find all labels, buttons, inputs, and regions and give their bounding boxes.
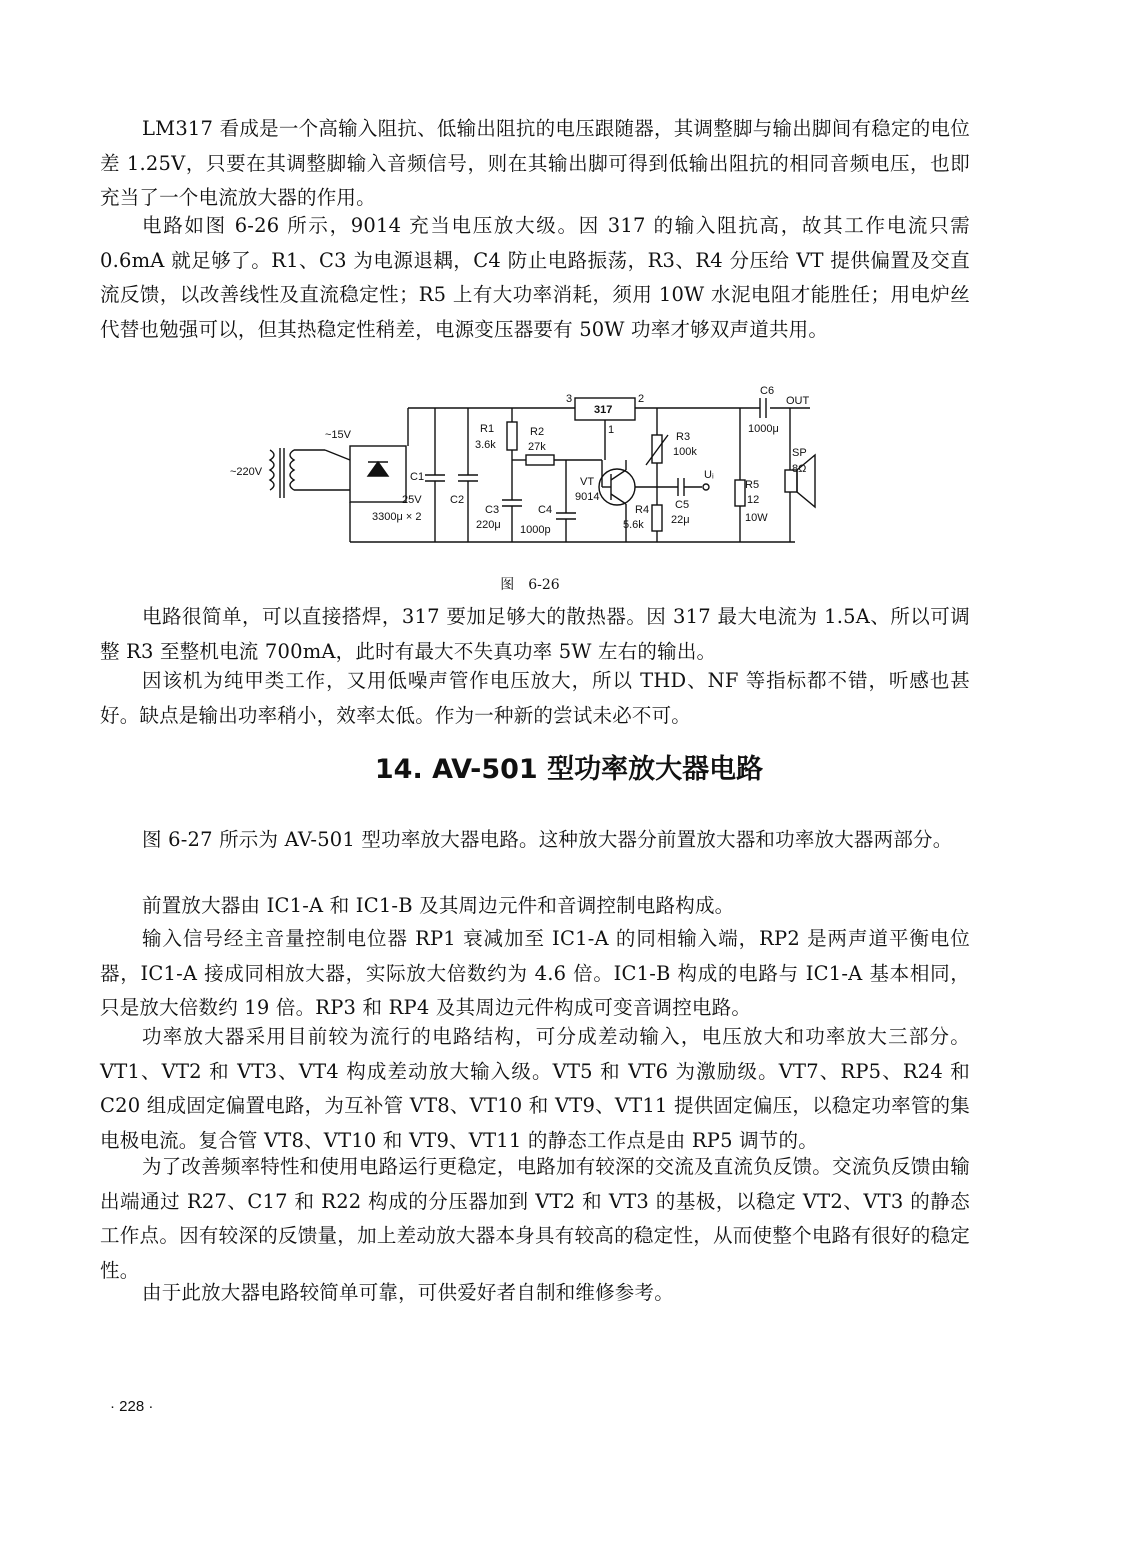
paragraph-input-signal: 输入信号经主音量控制电位器 RP1 衰减加至 IC1-A 的同相输入端，RP2 是两声道平衡电位器，IC1-A 接成同相放大器，实际放大倍数约为 4.6 倍。IC1-B 构成的电路与 IC1-A 基本相同，只是放大倍数约 19 倍。RP3 和 RP4 及其周边元件构成可变音调控电路。 — [100, 927, 970, 1019]
label-c3: C3 — [485, 504, 500, 516]
label-secondary: ~15V — [325, 429, 351, 441]
section-heading: 14. AV-501 型功率放大器电路 — [374, 754, 764, 785]
label-r3: R3 — [676, 431, 691, 443]
label-r2-value: 27k — [528, 441, 546, 453]
label-ac-in: ~220V — [230, 466, 263, 478]
label-c1-cap: 3300μ × 2 — [372, 511, 422, 523]
label-r5: R5 — [745, 479, 760, 491]
label-c1-volt: 25V — [402, 494, 422, 506]
paragraph-conclusion: 由于此放大器电路较简单可靠，可供爱好者自制和维修参考。 — [142, 1281, 674, 1304]
label-c6: C6 — [760, 385, 775, 397]
label-r1: R1 — [480, 423, 495, 435]
paragraph-av501-intro: 图 6-27 所示为 AV-501 型功率放大器电路。这种放大器分前置放大器和功率放大器两部分。 — [142, 828, 953, 851]
label-r4-value: 5.6k — [623, 519, 644, 531]
page-number: · 228 · — [110, 1398, 154, 1415]
paragraph-assembly: 电路很简单，可以直接搭焊，317 要加足够大的散热器。因 317 最大电流为 1.5A、所以可调整 R3 至整机电流 700mA，此时有最大不失真功率 5W 左右的输出。 — [100, 605, 970, 663]
label-c4-value: 1000p — [520, 524, 551, 536]
paragraph-feedback: 为了改善频率特性和使用电路运行更稳定，电路加有较深的交流及直流负反馈。交流负反馈由输出端通过 R27、C17 和 R22 构成的分压器加到 VT2 和 VT3 的基极，以稳定 VT2、VT3 的静态工作点。因有较深的反馈量，加上差动放大器本身具有较高的稳定性，从而使整个电路有很好的稳定性。 — [100, 1155, 970, 1282]
label-c5: C5 — [675, 499, 690, 511]
paragraph-class-a: 因该机为纯甲类工作，又用低噪声管作电压放大，所以 THD、NF 等指标都不错，听感也甚好。缺点是输出功率稍小，效率太低。作为一种新的尝试未必不可。 — [100, 669, 970, 727]
label-ic-317: 317 — [594, 404, 613, 416]
label-out: OUT — [786, 395, 810, 407]
label-c2: C2 — [450, 494, 465, 506]
label-pin-1: 1 — [608, 424, 615, 436]
paragraph-preamp: 前置放大器由 IC1-A 和 IC1-B 及其周边元件和音调控制电路构成。 — [142, 894, 735, 917]
label-r4: R4 — [635, 504, 650, 516]
paragraph-power-amp: 功率放大器采用目前较为流行的电路结构，可分成差动输入，电压放大和功率放大三部分。VT1、VT2 和 VT3、VT4 构成差动放大输入级。VT5 和 VT6 为激励级。VT7、RP5、R24 和 C20 组成固定偏置电路，为互补管 VT8、VT10 和 VT9、VT11 提供固定偏压，以稳定功率管的集电极电流。复合管 VT8、VT10 和 VT9、VT11 的静态工作点是由 RP5 调节的。 — [100, 1025, 970, 1152]
label-ui: Uᵢ — [704, 469, 714, 481]
paragraph-circuit-description: 电路如图 6-26 所示，9014 充当电压放大级。因 317 的输入阻抗高，故其工作电流只需 0.6mA 就足够了。R1、C3 为电源退耦，C4 防止电路振荡，R3、R4 分压给 VT 提供偏置及交直流反馈，以改善线性及直流稳定性；R5 上有大功率消耗，须用 10W 水泥电阻才能胜任；用电炉丝代替也勉强可以，但其热稳定性稍差，电源变压器要有 50W 功率才够双声道共用。 — [100, 214, 970, 341]
label-c1: C1 — [410, 471, 425, 483]
figure-caption: 图 6-26 — [500, 577, 560, 593]
label-c6-value: 1000μ — [748, 423, 779, 435]
label-c3-value: 220μ — [476, 519, 501, 531]
label-sp-value: 8Ω — [792, 463, 807, 475]
paragraph-lm317: LM317 看成是一个高输入阻抗、低输出阻抗的电压跟随器，其调整脚与输出脚间有稳定的电位差 1.25V，只要在其调整脚输入音频信号，则在其输出脚可得到低输出阻抗的相同音频电压，也即充当了一个电流放大器的作用。 — [100, 117, 970, 209]
label-r1-value: 3.6k — [475, 439, 496, 451]
label-vt: VT — [580, 476, 595, 488]
label-pin-3: 3 — [566, 393, 573, 405]
label-c4: C4 — [538, 504, 553, 516]
label-c5-value: 22μ — [671, 514, 690, 526]
label-r3-value: 100k — [673, 446, 697, 458]
label-r5-value: 12 — [747, 494, 760, 506]
label-pin-2: 2 — [638, 393, 645, 405]
label-r5-watt: 10W — [745, 512, 768, 524]
label-vt-type: 9014 — [575, 491, 600, 503]
label-r2: R2 — [530, 426, 545, 438]
circuit-diagram — [230, 380, 850, 570]
label-sp: SP — [792, 447, 807, 459]
